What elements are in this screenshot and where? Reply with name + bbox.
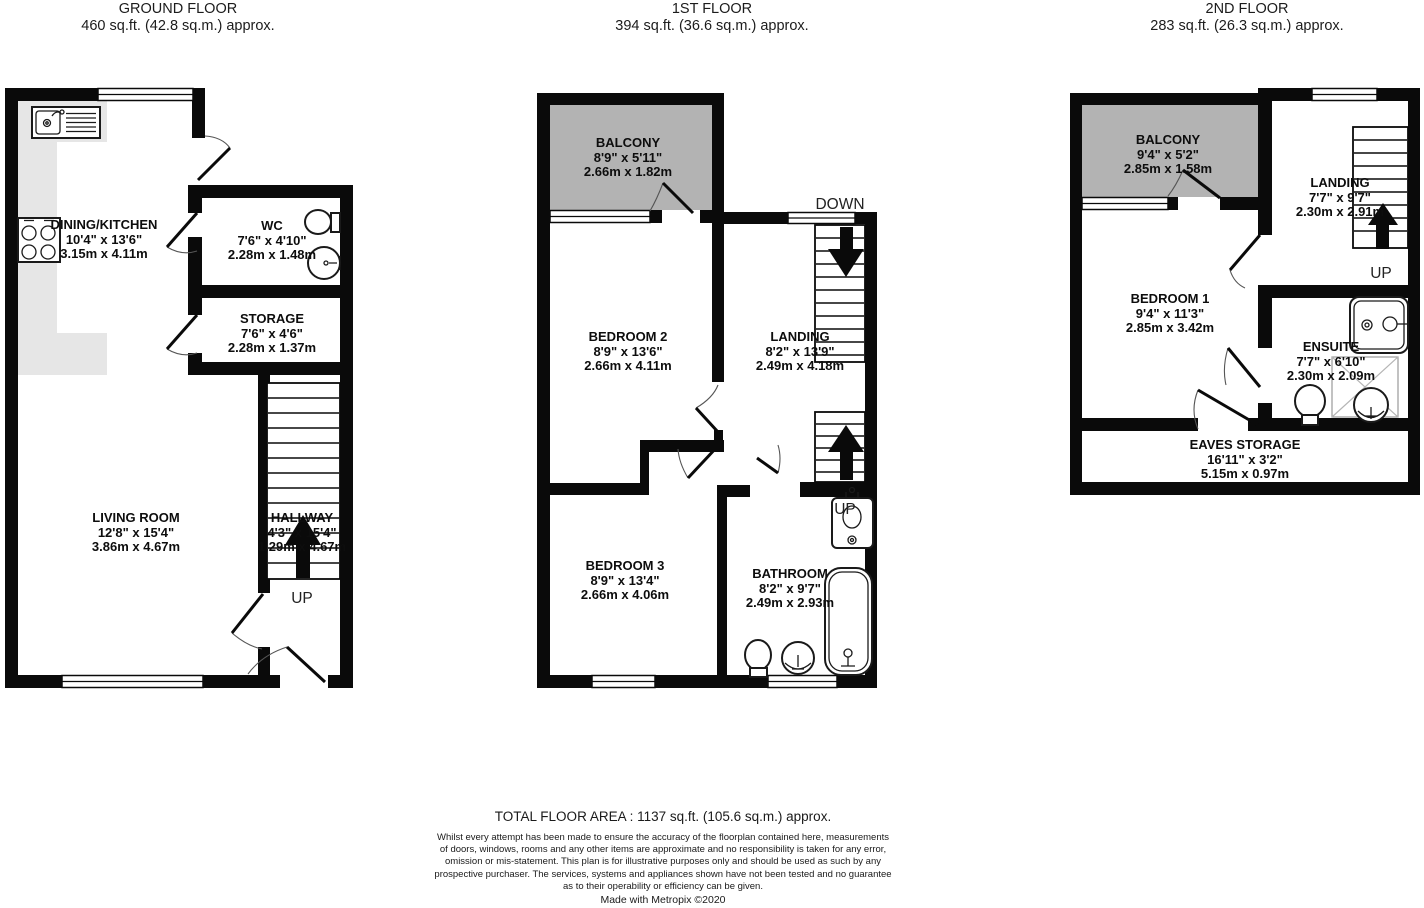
floor-title: GROUND FLOOR [118, 1, 238, 17]
up-label-second: UP [1370, 265, 1392, 282]
room-label-wc: WC 7'6" x 4'10" 2.28m x 1.48m [227, 218, 317, 262]
room-label-bedroom-3: BEDROOM 3 8'9" x 13'4" 2.66m x 4.06m [580, 558, 670, 602]
pedestal-basin-icon [1354, 388, 1388, 422]
first-floor-header [532, 1, 892, 35]
room-label-landing-2f: LANDING 7'7" x 9'7" 2.30m x 2.91m [1295, 175, 1385, 219]
room-label-living-room: LIVING ROOM 12'8" x 15'4" 3.86m x 4.67m [91, 510, 181, 554]
window [62, 89, 203, 688]
room-label-eaves-storage: EAVES STORAGE 16'11" x 3'2" 5.15m x 0.97m [1189, 437, 1301, 481]
room-label-landing-1f: LANDING 8'2" x 13'9" 2.49m x 4.18m [755, 329, 845, 373]
disclaimer-line: as to their operability or efficiency can be given. [563, 880, 763, 892]
floor-title: 2ND FLOOR [1205, 1, 1289, 17]
room-label-balcony-1f: BALCONY 8'9" x 5'11" 2.66m x 1.82m [583, 135, 673, 179]
floor-area: 283 sq.ft. (26.3 sq.m.) approx. [1150, 18, 1344, 34]
disclaimer-line: of doors, windows, rooms and any other items are approximate and no responsibility is taken for any error, [439, 844, 887, 856]
disclaimer-line: omission or mis-statement. This plan is for illustrative purposes only and should be used as such by any [445, 856, 881, 868]
ground-floor-header [3, 1, 353, 35]
disclaimer [363, 832, 963, 906]
disclaimer-line: Whilst every attempt has been made to ensure the accuracy of the floorplan contained here, measurements [436, 832, 890, 843]
floor-area: 460 sq.ft. (42.8 sq.m.) approx. [81, 18, 275, 34]
room-label-hallway: HALLWAY 4'3" x 15'4" 1.29m x 4.67m [257, 510, 347, 554]
metropix-credit: Made with Metropix ©2020 [600, 894, 726, 907]
room-label-bedroom-2: BEDROOM 2 8'9" x 13'6" 2.66m x 4.11m [584, 329, 672, 373]
room-label-balcony-2f: BALCONY 9'4" x 5'2" 2.85m x 1.58m [1123, 132, 1213, 176]
total-floor-area: TOTAL FLOOR AREA : 1137 sq.ft. (105.6 sq.m.) approx. [494, 809, 832, 824]
disclaimer-line: prospective purchaser. The services, systems and appliances shown have not been tested and no guarantee [434, 868, 892, 880]
up-label-first: UP [834, 501, 856, 518]
down-label-first: DOWN [815, 196, 865, 213]
room-label-storage: STORAGE 7'6" x 4'6" 2.28m x 1.37m [227, 311, 317, 355]
up-label-ground: UP [291, 590, 313, 607]
room-label-dining-kitchen: DINING/KITCHEN 10'4" x 13'6" 3.15m x 4.11m [50, 217, 158, 261]
room-label-ensuite: ENSUITE 7'7" x 6'10" 2.30m x 2.09m [1286, 339, 1376, 383]
kitchen-sink-icon [32, 107, 100, 138]
second-floor-header [1067, 1, 1424, 35]
room-label-bedroom-1: BEDROOM 1 9'4" x 11'3" 2.85m x 3.42m [1125, 291, 1215, 335]
room-label-bathroom: BATHROOM 8'2" x 9'7" 2.49m x 2.93m [745, 566, 835, 610]
floor-title: 1ST FLOOR [671, 1, 753, 17]
toilet-icon [745, 640, 771, 677]
pedestal-basin-icon [782, 642, 814, 674]
floor-area: 394 sq.ft. (36.6 sq.m.) approx. [615, 18, 809, 34]
